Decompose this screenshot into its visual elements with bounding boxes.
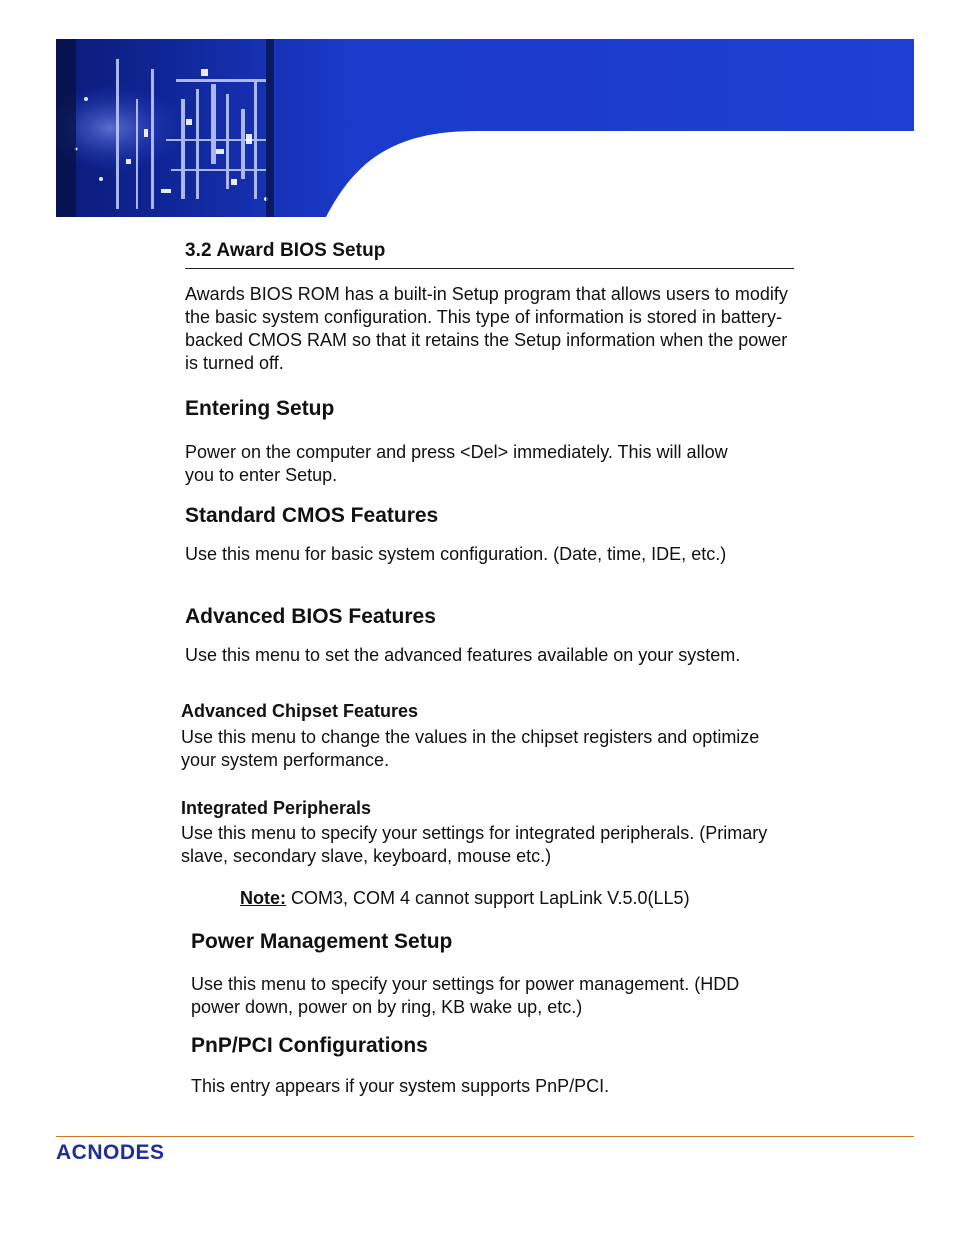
body-entering-setup: Power on the computer and press <Del> immediately. This will allow you to enter Setup.: [185, 442, 728, 485]
heading-entering-setup: Entering Setup: [185, 397, 335, 420]
heading-integrated-peripherals: Integrated Peripherals: [181, 798, 372, 818]
body-pnp-pci: This entry appears if your system supports PnP/PCI.: [191, 1076, 610, 1096]
note-line: [240, 888, 690, 909]
acnodes-logo: [56, 1140, 216, 1169]
heading-advanced-bios: Advanced BIOS Features: [185, 605, 436, 628]
heading-pnp-pci: PnP/PCI Configurations: [191, 1034, 428, 1057]
footer-divider: [56, 1136, 914, 1137]
heading-advanced-chipset: Advanced Chipset Features: [181, 701, 419, 721]
acnodes-logo-mark: [56, 1140, 216, 1164]
body-advanced-chipset: Use this menu to change the values in the chipset registers and optimize your system performance.: [181, 727, 760, 770]
logo-text: ACNODES: [56, 1141, 165, 1164]
body-integrated-peripherals: Use this menu to specify your settings for integrated peripherals. (Primary slave, secondary slave, keyboard, mouse etc.): [181, 823, 768, 866]
body-standard-cmos: Use this menu for basic system configuration. (Date, time, IDE, etc.): [185, 544, 727, 564]
body-power-management: Use this menu to specify your settings for power management. (HDD power down, power on by ring, KB wake up, etc.): [191, 974, 740, 1017]
title-divider: [185, 268, 794, 269]
body-advanced-bios: Use this menu to set the advanced features available on your system.: [185, 645, 741, 665]
intro-paragraph: Awards BIOS ROM has a built-in Setup program that allows users to modify the basic system configuration. This type of information is stored in battery-backed CMOS RAM so that it retains the Setup information when the power is turned off.: [185, 284, 788, 373]
section-title: 3.2 Award BIOS Setup: [185, 240, 386, 261]
note-text: COM3, COM 4 cannot support LapLink V.5.0(LL5): [291, 888, 690, 908]
heading-power-management: Power Management Setup: [191, 930, 453, 953]
heading-standard-cmos: Standard CMOS Features: [185, 504, 439, 527]
note-label: Note:: [240, 888, 286, 908]
